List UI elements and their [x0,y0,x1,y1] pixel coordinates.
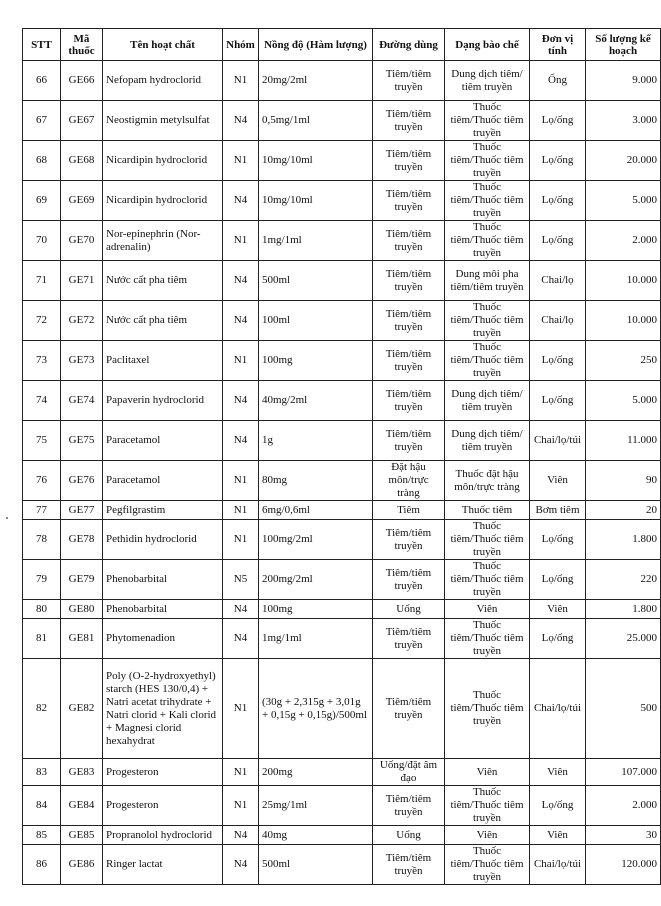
table-row [23,619,661,659]
cell-form: Thuốc tiêm/Thuốc tiêm truyền [445,659,530,759]
cell-code: GE66 [61,61,103,101]
cell-unit: Viên [530,826,586,845]
cell-stt: 68 [23,141,61,181]
cell-route: Uống [373,826,445,845]
cell-unit: Chai/lọ [530,301,586,341]
cell-unit: Viên [530,600,586,619]
cell-concentration: 6mg/0,6ml [259,501,373,520]
cell-route: Tiêm/tiêm truyền [373,61,445,101]
cell-route: Tiêm/tiêm truyền [373,786,445,826]
cell-stt: 71 [23,261,61,301]
cell-group: N5 [223,560,259,600]
cell-quantity: 10.000 [586,301,661,341]
cell-code: GE82 [61,659,103,759]
cell-concentration: 25mg/1ml [259,786,373,826]
cell-unit: Lọ/ống [530,221,586,261]
cell-route: Tiêm/tiêm truyền [373,659,445,759]
cell-unit: Lọ/ống [530,560,586,600]
cell-name: Phenobarbital [103,600,223,619]
cell-code: GE68 [61,141,103,181]
cell-concentration: 10mg/10ml [259,141,373,181]
cell-stt: 70 [23,221,61,261]
cell-route: Tiêm/tiêm truyền [373,301,445,341]
cell-group: N1 [223,141,259,181]
cell-code: GE78 [61,520,103,560]
cell-code: GE80 [61,600,103,619]
cell-concentration: 100mg [259,341,373,381]
cell-stt: 82 [23,659,61,759]
cell-concentration: 1mg/1ml [259,619,373,659]
cell-unit: Lọ/ống [530,101,586,141]
document-page [22,28,661,885]
table-row [23,501,661,520]
cell-group: N4 [223,101,259,141]
cell-route: Tiêm [373,501,445,520]
cell-unit: Bơm tiêm [530,501,586,520]
cell-stt: 73 [23,341,61,381]
table-row [23,141,661,181]
header-concentration: Nồng độ (Hàm lượng) [259,29,373,61]
table-row [23,101,661,141]
table-row [23,786,661,826]
cell-route: Tiêm/tiêm truyền [373,381,445,421]
cell-route: Tiêm/tiêm truyền [373,221,445,261]
cell-code: GE73 [61,341,103,381]
cell-form: Thuốc tiêm/Thuốc tiêm truyền [445,560,530,600]
cell-route: Uống/đặt âm đạo [373,759,445,786]
cell-concentration: 40mg [259,826,373,845]
cell-route: Tiêm/tiêm truyền [373,520,445,560]
cell-name: Nicardipin hydroclorid [103,141,223,181]
cell-form: Thuốc tiêm [445,501,530,520]
cell-group: N4 [223,381,259,421]
cell-code: GE79 [61,560,103,600]
table-row [23,301,661,341]
cell-name: Phytomenadion [103,619,223,659]
cell-stt: 85 [23,826,61,845]
cell-name: Nicardipin hydroclorid [103,181,223,221]
cell-name: Propranolol hydroclorid [103,826,223,845]
cell-unit: Chai/lọ [530,261,586,301]
table-row [23,659,661,759]
cell-route: Tiêm/tiêm truyền [373,560,445,600]
table-body [23,61,661,885]
cell-concentration: 40mg/2ml [259,381,373,421]
cell-form: Dung môi pha tiêm/tiêm truyền [445,261,530,301]
cell-form: Thuốc tiêm/Thuốc tiêm truyền [445,141,530,181]
cell-group: N4 [223,600,259,619]
cell-quantity: 1.800 [586,520,661,560]
cell-form: Thuốc tiêm/Thuốc tiêm truyền [445,301,530,341]
table-row [23,560,661,600]
cell-name: Paclitaxel [103,341,223,381]
cell-route: Tiêm/tiêm truyền [373,261,445,301]
header-quantity: Số lượng kế hoạch [586,29,661,61]
cell-quantity: 20.000 [586,141,661,181]
cell-code: GE81 [61,619,103,659]
cell-form: Thuốc tiêm/Thuốc tiêm truyền [445,341,530,381]
header-group: Nhóm [223,29,259,61]
cell-quantity: 1.800 [586,600,661,619]
cell-name: Nefopam hydroclorid [103,61,223,101]
cell-unit: Chai/lọ/túi [530,659,586,759]
cell-code: GE77 [61,501,103,520]
cell-concentration: (30g + 2,315g + 3,01g + 0,15g + 0,15g)/500ml [259,659,373,759]
cell-code: GE67 [61,101,103,141]
cell-quantity: 20 [586,501,661,520]
drug-plan-table [22,28,661,885]
cell-concentration: 500ml [259,261,373,301]
cell-form: Thuốc tiêm/Thuốc tiêm truyền [445,845,530,885]
cell-concentration: 100mg [259,600,373,619]
cell-stt: 72 [23,301,61,341]
cell-form: Dung dịch tiêm/ tiêm truyền [445,381,530,421]
cell-name: Paracetamol [103,421,223,461]
cell-concentration: 200mg/2ml [259,560,373,600]
cell-form: Thuốc tiêm/Thuốc tiêm truyền [445,619,530,659]
cell-form: Thuốc tiêm/Thuốc tiêm truyền [445,520,530,560]
cell-group: N1 [223,759,259,786]
cell-stt: 80 [23,600,61,619]
scan-speck [6,517,8,519]
table-row [23,61,661,101]
cell-form: Viên [445,600,530,619]
cell-quantity: 9.000 [586,61,661,101]
cell-stt: 84 [23,786,61,826]
cell-name: Ringer lactat [103,845,223,885]
cell-group: N4 [223,845,259,885]
cell-quantity: 2.000 [586,786,661,826]
table-row [23,261,661,301]
cell-code: GE85 [61,826,103,845]
cell-unit: Lọ/ống [530,520,586,560]
cell-quantity: 10.000 [586,261,661,301]
header-code: Mã thuốc [61,29,103,61]
cell-unit: Lọ/ống [530,341,586,381]
table-row [23,845,661,885]
cell-group: N1 [223,221,259,261]
cell-unit: Lọ/ống [530,181,586,221]
cell-code: GE70 [61,221,103,261]
cell-code: GE71 [61,261,103,301]
table-row [23,421,661,461]
cell-code: GE72 [61,301,103,341]
header-unit: Đơn vị tính [530,29,586,61]
table-row [23,461,661,501]
cell-quantity: 250 [586,341,661,381]
cell-group: N4 [223,619,259,659]
cell-concentration: 100ml [259,301,373,341]
header-form: Dạng bào chế [445,29,530,61]
cell-name: Nước cất pha tiêm [103,261,223,301]
cell-group: N1 [223,61,259,101]
cell-code: GE75 [61,421,103,461]
header-route: Đường dùng [373,29,445,61]
cell-stt: 86 [23,845,61,885]
cell-name: Poly (O-2-hydroxyethyl) starch (HES 130/0,4) + Natri acetat trihydrate + Natri clorid + Kali clorid + Magnesi clorid hexahydrat [103,659,223,759]
cell-quantity: 120.000 [586,845,661,885]
cell-quantity: 2.000 [586,221,661,261]
cell-code: GE76 [61,461,103,501]
cell-unit: Ống [530,61,586,101]
table-row [23,826,661,845]
cell-quantity: 25.000 [586,619,661,659]
cell-quantity: 90 [586,461,661,501]
cell-form: Dung dịch tiêm/ tiêm truyền [445,61,530,101]
cell-form: Thuốc tiêm/Thuốc tiêm truyền [445,221,530,261]
cell-route: Đặt hậu môn/trực tràng [373,461,445,501]
cell-name: Progesteron [103,786,223,826]
cell-unit: Lọ/ống [530,141,586,181]
cell-quantity: 3.000 [586,101,661,141]
cell-stt: 78 [23,520,61,560]
table-row [23,520,661,560]
cell-form: Dung dịch tiêm/ tiêm truyền [445,421,530,461]
cell-name: Progesteron [103,759,223,786]
cell-code: GE83 [61,759,103,786]
cell-name: Paracetamol [103,461,223,501]
cell-name: Pethidin hydroclorid [103,520,223,560]
cell-unit: Lọ/ống [530,786,586,826]
cell-code: GE74 [61,381,103,421]
cell-quantity: 11.000 [586,421,661,461]
cell-name: Phenobarbital [103,560,223,600]
cell-stt: 66 [23,61,61,101]
cell-form: Viên [445,826,530,845]
cell-stt: 74 [23,381,61,421]
cell-quantity: 5.000 [586,381,661,421]
cell-unit: Lọ/ống [530,619,586,659]
cell-stt: 76 [23,461,61,501]
table-row [23,759,661,786]
cell-name: Nước cất pha tiêm [103,301,223,341]
cell-code: GE86 [61,845,103,885]
table-row [23,221,661,261]
cell-route: Tiêm/tiêm truyền [373,181,445,221]
cell-quantity: 220 [586,560,661,600]
cell-group: N4 [223,181,259,221]
cell-stt: 81 [23,619,61,659]
cell-group: N4 [223,826,259,845]
cell-group: N1 [223,341,259,381]
cell-concentration: 20mg/2ml [259,61,373,101]
cell-concentration: 0,5mg/1ml [259,101,373,141]
cell-form: Thuốc tiêm/Thuốc tiêm truyền [445,101,530,141]
cell-form: Viên [445,759,530,786]
cell-route: Uống [373,600,445,619]
cell-route: Tiêm/tiêm truyền [373,421,445,461]
cell-unit: Viên [530,759,586,786]
cell-stt: 67 [23,101,61,141]
cell-group: N1 [223,659,259,759]
cell-unit: Viên [530,461,586,501]
cell-name: Neostigmin metylsulfat [103,101,223,141]
cell-concentration: 500ml [259,845,373,885]
cell-concentration: 80mg [259,461,373,501]
cell-quantity: 500 [586,659,661,759]
cell-group: N4 [223,301,259,341]
table-row [23,381,661,421]
cell-unit: Chai/lọ/túi [530,421,586,461]
cell-unit: Chai/lọ/túi [530,845,586,885]
cell-form: Thuốc tiêm/Thuốc tiêm truyền [445,786,530,826]
cell-form: Thuốc đặt hậu môn/trực tràng [445,461,530,501]
cell-concentration: 1mg/1ml [259,221,373,261]
cell-name: Nor-epinephrin (Nor-adrenalin) [103,221,223,261]
cell-code: GE84 [61,786,103,826]
cell-stt: 79 [23,560,61,600]
table-row [23,600,661,619]
cell-group: N1 [223,461,259,501]
cell-unit: Lọ/ống [530,381,586,421]
cell-route: Tiêm/tiêm truyền [373,341,445,381]
cell-stt: 83 [23,759,61,786]
cell-group: N1 [223,786,259,826]
table-row [23,341,661,381]
cell-form: Thuốc tiêm/Thuốc tiêm truyền [445,181,530,221]
cell-stt: 75 [23,421,61,461]
cell-stt: 69 [23,181,61,221]
cell-group: N4 [223,421,259,461]
cell-concentration: 200mg [259,759,373,786]
cell-concentration: 10mg/10ml [259,181,373,221]
cell-name: Pegfilgrastim [103,501,223,520]
cell-code: GE69 [61,181,103,221]
cell-quantity: 30 [586,826,661,845]
header-name: Tên hoạt chất [103,29,223,61]
header-stt: STT [23,29,61,61]
table-row [23,181,661,221]
table-header-row [23,29,661,61]
cell-concentration: 1g [259,421,373,461]
cell-name: Papaverin hydroclorid [103,381,223,421]
cell-group: N1 [223,501,259,520]
cell-route: Tiêm/tiêm truyền [373,619,445,659]
cell-group: N4 [223,261,259,301]
cell-stt: 77 [23,501,61,520]
cell-quantity: 5.000 [586,181,661,221]
cell-concentration: 100mg/2ml [259,520,373,560]
cell-group: N1 [223,520,259,560]
cell-route: Tiêm/tiêm truyền [373,845,445,885]
cell-route: Tiêm/tiêm truyền [373,101,445,141]
cell-quantity: 107.000 [586,759,661,786]
cell-route: Tiêm/tiêm truyền [373,141,445,181]
